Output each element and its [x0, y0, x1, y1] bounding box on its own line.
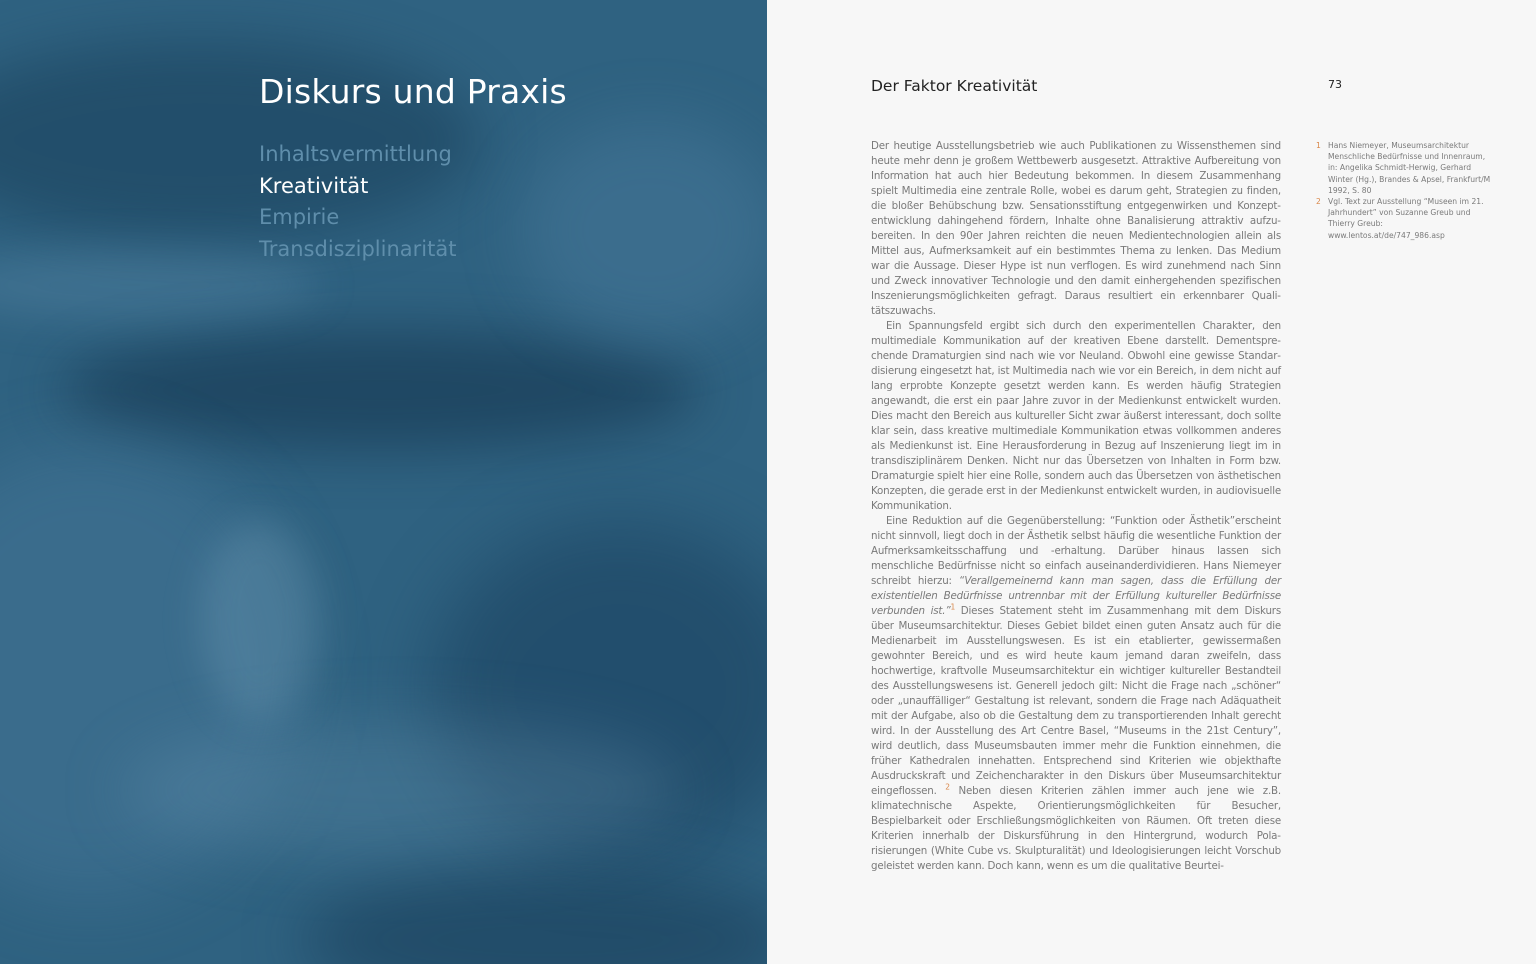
paragraph-text: Neben diesen Kriterien zählen immer auch jene wie z.B. klimatechnische Aspekte, Orientierungsmöglichkeiten für Besucher, Bespielbarkeit oder Erschließungsmöglichkeiten von Räumen. Oft treten diese Kriterien innerhalb der Diskursführung in den Hintergrund, wodurch Polarisierungen (White Cube vs. Skulpturalität) und Ideologisierungen leicht Vorschub geleistet werden kann. Doch kann, wenn es um die qualitative Beurtei-	[871, 785, 1281, 872]
footnote-ref[interactable]: 1	[950, 602, 956, 612]
toc-item-kreativitaet: Kreativität	[259, 173, 369, 198]
footnotes	[1316, 140, 1491, 241]
toc-item-inhaltsvermittlung: Inhaltsvermittlung	[259, 142, 452, 166]
toc-item-transdisziplinaritaet: Transdisziplinarität	[259, 236, 457, 261]
body-text	[871, 139, 1281, 874]
page-number: 73	[1328, 78, 1342, 91]
toc-item-empirie: Empirie	[259, 205, 340, 229]
footnote	[1316, 140, 1491, 196]
footnote-text: Hans Niemeyer, Museumsarchitektur Menschliche Bedürfnisse und Innenraum, in: Angelika Schmidt-Herwig, Gerhard Winter (Hg.), Brandes & Apsel, Frankfurt/M 1992, S. 80	[1328, 141, 1491, 195]
chapter-toc	[259, 139, 456, 265]
footnote	[1316, 196, 1491, 241]
left-page	[0, 0, 767, 964]
footnote-text: Vgl. Text zur Ausstellung “Museen im 21. Jahrhundert” von Suzanne Greub und Thierry Greub: www.lentos.at/de/747_986.asp	[1328, 197, 1484, 240]
paragraph-text: Eine Reduktion auf die Gegenüberstellung: “Funktion oder Ästhetik”erscheint nicht sinnvoll, liegt doch in der Ästhetik selbst häufig die wesentliche Funktion der Aufmerksamkeitsschaffung und -erhaltung. Darüber hinaus lassen sich menschliche Bedürfnisse nicht so einfach auseinanderdividieren. Hans Niemeyer schreibt hierzu:	[871, 515, 1281, 587]
paragraph-text: Dieses Statement steht im Zusammenhang mit dem Diskurs über Museumsarchitektur. Dieses Gebiet bildet einen guten Ansatz auch für die Medienarbeit im Ausstellungswesen. Es ist ein etablierter, gewissermaßen gewohnter Bereich, und es wird heute kaum jemand daran zweifeln, dass hochwertige, kraftvolle Museumsarchitektur ein wichtiger kultureller Bestandteil des Ausstellungswesens ist. Generell jedoch gilt: Nicht die Frage nach „schöner“ oder „unauffälliger“ Gestaltung ist relevant, sondern die Frage nach Adäquatheit mit der Aufgabe, also ob die Gestaltung dem zu transportierenden Inhalt gerecht wird. In der Ausstellung des Art Centre Basel, “Museums in the 21st Century”, wird deutlich, dass Museumsbauten immer mehr die Funktion einnehmen, die früher Kathedralen innehatten. Entsprechend sind Kriterien wie objekthafte Ausdruckskraft und Zeichencharakter in den Diskurs über Museumsarchitektur eingeflossen.	[871, 605, 1281, 797]
background-blur	[120, 720, 680, 860]
background-blur	[520, 120, 767, 340]
quote: “Verallgemeinernd kann man sagen, dass die Erfüllung der existentiellen Bedürfnisse untrennbar mit der Erfüllung kultureller Bedürfnisse verbunden ist.”	[871, 575, 1281, 617]
paragraph: Ein Spannungsfeld ergibt sich durch den experimentellen Charakter, den multimediale Kommunikation auf der kreativen Ebene darstellt. Dementsprechende Dramaturgien sind nach wie vor Neuland. Obwohl eine gewisse Standardisierung eingesetzt hat, ist Multimedia nach wie vor ein Bereich, in dem nicht auf lang erprobte Konzepte gesetzt werden kann. Es werden häufig Strategien angewandt, die erst ein paar Jahre zuvor in der Medienkunst entwickelt wurden. Dies macht den Bereich aus kultureller Sicht zwar äußerst interessant, doch sollte klar sein, dass kreative multimediale Kommunikation etwas vollkommen anderes als Medienkunst ist. Eine Herausforderung in Bezug auf Inszenierung liegt im in transdisziplinärem Denken. Nicht nur das Übersetzen von Inhalten in Form bzw. Dramaturgie spielt hier eine Rolle, sondern auch das Übersetzen von ästhetischen Konzepten, die gerade erst in der Medienkunst entwickelt wurden, in audiovisuelle Kommunikation.	[871, 320, 1281, 512]
footnote-number: 1	[1316, 141, 1321, 150]
background-blur	[300, 870, 767, 964]
paragraph	[871, 514, 1281, 874]
right-page	[767, 0, 1536, 964]
section-title: Der Faktor Kreativität	[871, 77, 1038, 95]
background-blur	[60, 330, 700, 450]
footnote-number: 2	[1316, 197, 1321, 207]
chapter-title: Diskurs und Praxis	[259, 72, 567, 111]
paragraph: Der heutige Ausstellungsbetrieb wie auch Publikationen zu Wissensthemen sind heute mehr denn je großem Wettbewerb ausgesetzt. Attraktive Aufbereitung von Information hat auch hier Bedeutung bekommen. In diesem Zusammenhang spielt Multimedia eine zentrale Rolle, wobei es darum geht, Strategien zu finden, die bloßer Behübschung bzw. Sensationsstiftung entgegenwirken und Konzeptentwicklung dahingehend fördern, Inhalte ohne Banalisierung attraktiv aufzubereiten. In den 90er Jahren reichten die neuen Medientechnologien allein als Mittel aus, Aufmerksamkeit auf ein bestimmtes Thema zu lenken. Das Medium war die Aussage. Dieser Hype ist nun verflogen. Es wird zunehmend nach Sinn und Zweck innovativer Technologie und den damit einhergehenden spezifischen Inszenierungsmöglichkeiten gefragt. Daraus resultiert ein erkennbarer Qualitätszuwachs.	[871, 140, 1281, 317]
footnote-ref[interactable]: 2	[945, 782, 950, 792]
background-blur	[200, 520, 320, 720]
